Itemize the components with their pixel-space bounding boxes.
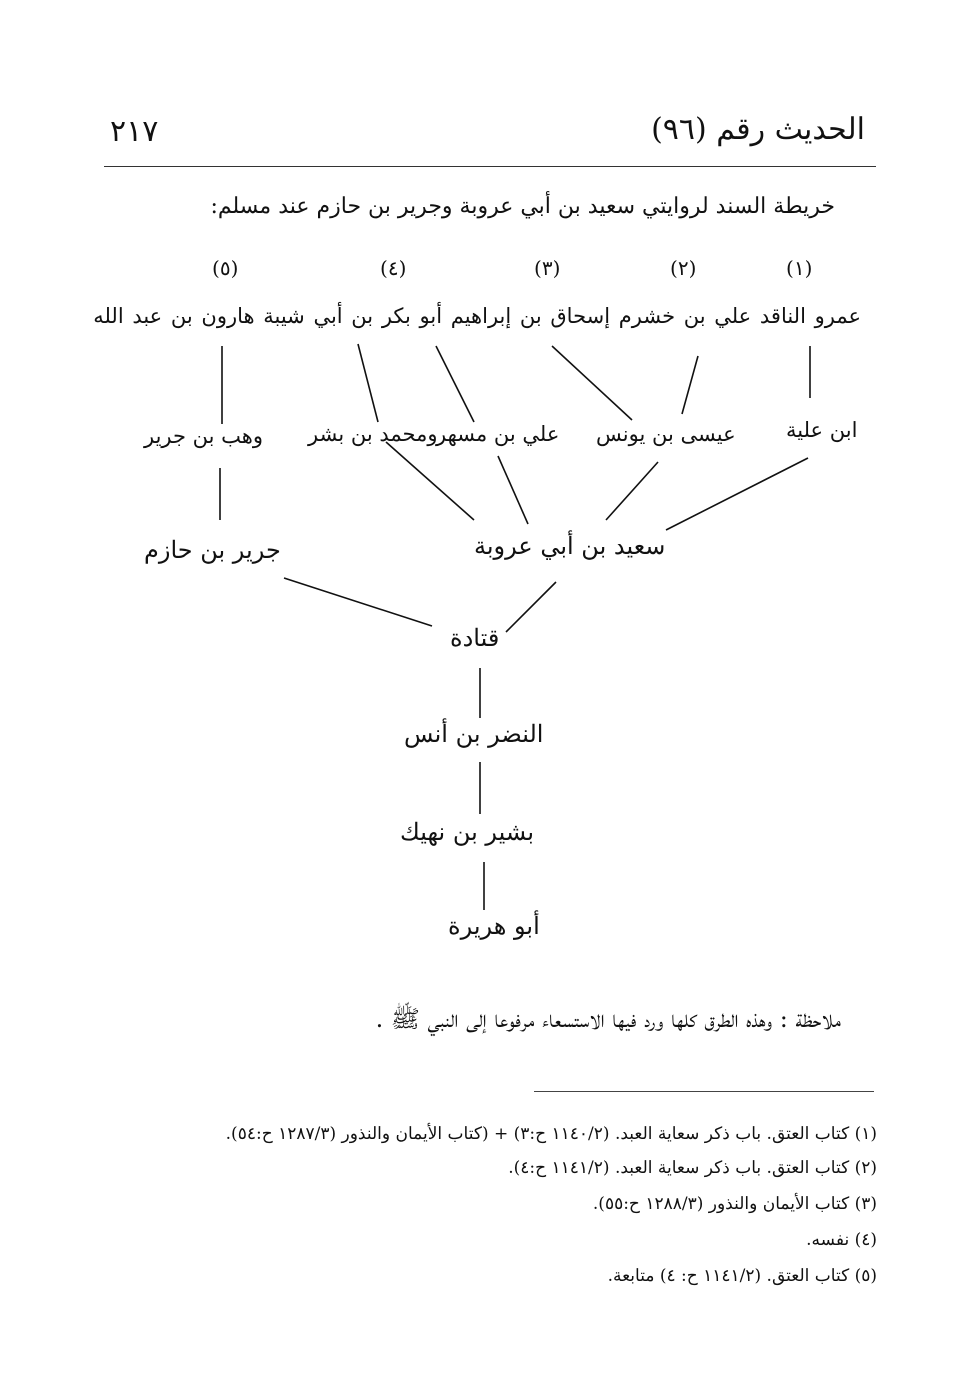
- node-ali-ibn-mushir: علي بن مسهر: [436, 422, 560, 446]
- column-number-4: (٤): [380, 256, 407, 280]
- node-isa-ibn-yunus: عيسى بن يونس: [596, 422, 736, 446]
- page-number: ٢١٧: [110, 114, 159, 149]
- column-number-3: (٣): [534, 256, 561, 280]
- node-qatada: قتادة: [450, 624, 500, 652]
- column-number-2: (٢): [670, 256, 697, 280]
- note-paragraph: ملاحظة : وهذه الطرق كلها ورد فيها الاستسعاء مرفوعا إلى النبي ﷺ .: [375, 1005, 841, 1033]
- node-jarir-ibn-hazim: جرير بن حازم: [144, 536, 281, 564]
- diagram-caption: خريطة السند لروايتي سعيد بن أبي عروبة وجرير بن حازم عند مسلم:: [210, 194, 835, 219]
- node-ibn-ulayya: ابن علية: [786, 418, 858, 442]
- footnote-4: (٤) نفسه.: [806, 1230, 877, 1250]
- node-wahb-ibn-jarir: وهب بن جرير: [144, 424, 264, 448]
- node-abu-hurayra: أبو هريرة: [448, 912, 540, 940]
- footnote-1: (١) كتاب العتق. باب ذكر سعاية العبد. (١١٤٠/٢ ح:٣) + (كتاب الأيمان والنذور (١٢٨٧/٣ ح:٥٤).: [225, 1124, 877, 1144]
- footnote-2: (٢) كتاب العتق. باب ذكر سعاية العبد. (١١٤١/٢ ح:٤).: [508, 1158, 877, 1178]
- footnote-5: (٥) كتاب العتق. (١١٤١/٢ ح: ٤) متابعة.: [607, 1266, 877, 1286]
- column-number-1: (١): [786, 256, 813, 280]
- running-header-title: الحديث رقم (٩٦): [651, 112, 865, 147]
- node-bashir-ibn-nahik: بشير بن نهيك: [400, 818, 534, 846]
- node-muhammad-ibn-bishr: ومحمد بن بشر: [308, 422, 438, 446]
- footnote-3: (٣) كتاب الأيمان والنذور (١٢٨٨/٣ ح:٥٥).: [592, 1194, 877, 1214]
- sources-line: عمرو الناقد علي بن خشرم إسحاق بن إبراهيم أبو بكر بن أبي شيبة هارون بن عبد الله: [93, 304, 861, 328]
- node-nadr-ibn-anas: النضر بن أنس: [404, 720, 544, 748]
- footnote-rule: [534, 1091, 874, 1092]
- node-said-ibn-abi-aruba: سعيد بن أبي عروبة: [474, 532, 666, 560]
- column-number-5: (٥): [212, 256, 239, 280]
